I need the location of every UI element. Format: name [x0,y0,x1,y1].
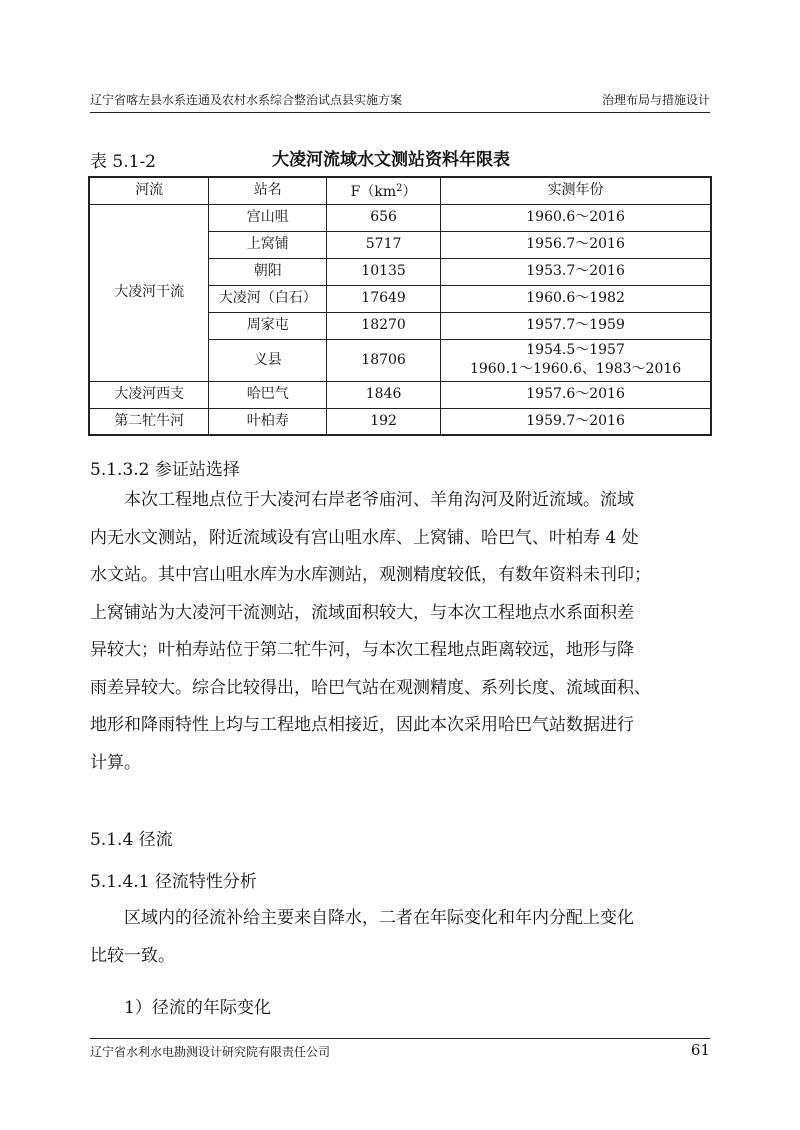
area-cell: 18270 [327,312,441,339]
paragraph-runoff-characteristics [90,900,712,975]
station-cell: 哈巴气 [209,381,327,408]
years-cell [441,339,711,381]
header-document-title: 辽宁省喀左县水系连通及农村水系综合整治试点县实施方案 [90,93,403,107]
area-cell: 656 [327,204,441,231]
col-header-river: 河流 [89,177,209,204]
footer-company: 辽宁省水利水电勘测设计研究院有限责任公司 [90,1045,331,1059]
years-cell: 1956.7～2016 [441,231,711,258]
years-cell: 1960.6～1982 [441,285,711,312]
table-number: 表 5.1-2 [90,152,156,172]
station-cell: 义县 [209,339,327,381]
years-cell: 1960.6～2016 [441,204,711,231]
table-row [89,204,711,231]
section-heading-5-1-3-2: 5.1.3.2 参证站选择 [90,460,240,480]
area-cell: 5717 [327,231,441,258]
station-cell: 朝阳 [209,258,327,285]
table-title: 大凌河流域水文测站资料年限表 [272,150,510,170]
paragraph-line: 上窝铺站为大凌河干流测站，流域面积较大，与本次工程地点水系面积差 [90,602,634,623]
area-cell: 17649 [327,285,441,312]
table-header-row [89,177,711,204]
paragraph-line: 计算。 [90,752,141,773]
river-cell: 大凌河干流 [89,204,209,381]
section-heading-5-1-4-1: 5.1.4.1 径流特性分析 [90,872,257,892]
years-line-1: 1954.5～1957 [526,342,625,358]
station-cell: 周家屯 [209,312,327,339]
paragraph-line: 雨差异较大。综合比较得出，哈巴气站在观测精度、系列长度、流域面积、 [90,677,651,698]
paragraph-line: 本次工程地点位于大凌河右岸老爷庙河、羊角沟河及附近流域。流域 [124,490,634,510]
page-number: 61 [690,1041,710,1059]
area-cell: 18706 [327,339,441,381]
paragraph-line: 比较一致。 [90,945,175,966]
area-cell: 192 [327,408,441,435]
table-caption [90,145,710,171]
river-cell: 第二牤牛河 [89,408,209,435]
station-cell: 叶柏寿 [209,408,327,435]
years-cell: 1953.7～2016 [441,258,711,285]
col-header-years: 实测年份 [441,177,711,204]
years-line-2: 1960.1～1960.6、1983～2016 [469,361,682,377]
years-cell: 1957.6～2016 [441,381,711,408]
page-header [90,94,710,113]
station-cell: 上窝铺 [209,231,327,258]
hydrology-station-table [88,176,712,436]
paragraph-line: 内无水文测站，附近流域设有宫山咀水库、上窝铺、哈巴气、叶柏寿 4 处 [90,527,639,548]
section-heading-5-1-4: 5.1.4 径流 [90,830,173,850]
paragraph-line: 区域内的径流补给主要来自降水，二者在年际变化和年内分配上变化 [124,908,634,928]
list-item-interannual-variation: 1）径流的年际变化 [124,998,271,1018]
paragraph-reference-station [90,482,712,782]
area-cell: 1846 [327,381,441,408]
paragraph-line: 地形和降雨特性上均与工程地点相接近，因此本次采用哈巴气站数据进行 [90,715,634,735]
paragraph-line: 异较大；叶柏寿站位于第二牤牛河，与本次工程地点距离较远，地形与降 [90,640,634,660]
area-cell: 10135 [327,258,441,285]
years-cell: 1957.7～1959 [441,312,711,339]
table-row [89,408,711,435]
paragraph-line: 水文站。其中宫山咀水库为水库测站，观测精度较低，有数年资料未刊印； [90,565,651,585]
header-chapter-title: 治理布局与措施设计 [601,93,710,107]
river-cell: 大凌河西支 [89,381,209,408]
station-cell: 宫山咀 [209,204,327,231]
table-row [89,381,711,408]
page-footer [90,1038,710,1061]
col-header-station: 站名 [209,177,327,204]
col-header-area: $F(km^2)$ [327,177,441,204]
station-cell: 大凌河（白石） [209,285,327,312]
years-cell: 1959.7～2016 [441,408,711,435]
